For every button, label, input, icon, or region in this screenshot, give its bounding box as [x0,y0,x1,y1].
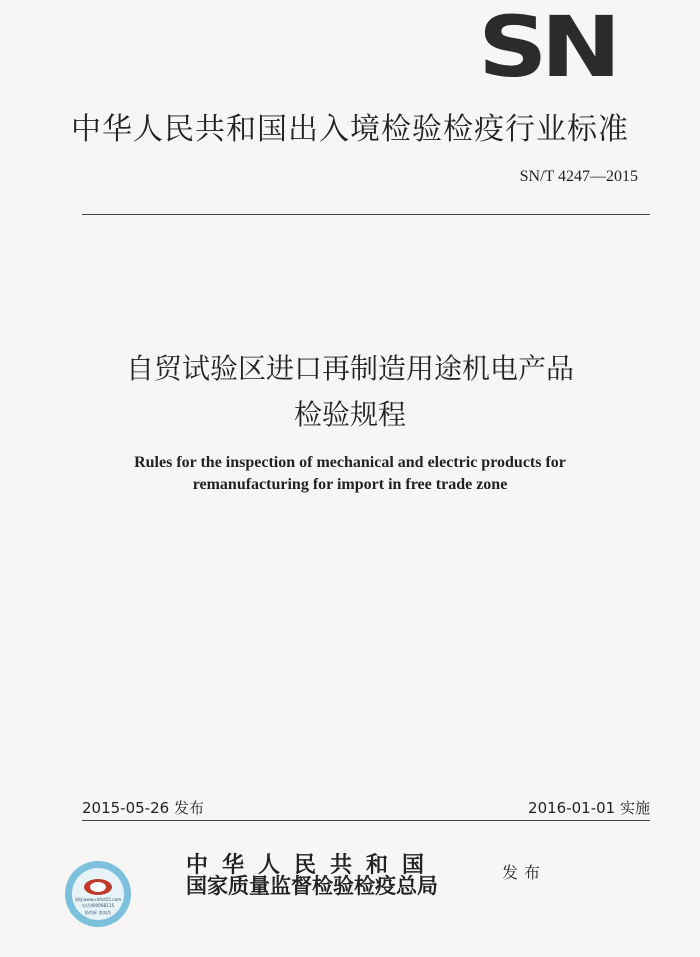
chinese-title-line-2: 检验规程 [293,398,406,431]
english-title-line-2: remanufacturing for import in free trade zone [192,476,508,493]
standard-code: SN/T 4247—2015 [519,168,638,185]
bottom-divider [82,820,650,821]
anti-counterfeit-seal-icon [64,860,132,928]
standard-logo: SN [478,0,615,96]
seal-website: 网址www.cnfsd15.com [74,897,122,902]
industry-title: 中华人民共和国出入境检验检疫行业标准 [71,112,629,147]
chinese-title [0,346,700,438]
issuer-country: 中华人民共和国 [186,852,439,878]
implementation-date: 2016-01-01 实施 [528,799,650,817]
english-title [0,452,700,496]
issuer-agency: 国家质量监督检验检疫总局 [186,873,438,898]
publish-label: 发布 [502,863,547,882]
seal-verify: 防伪标 查真伪 [84,910,112,915]
english-title-line-1: Rules for the inspection of mechanical and electric products for [134,454,566,471]
chinese-title-line-1: 自贸试验区进口再制造用途机电产品 [125,352,574,385]
seal-phone: 电话400068115 [81,903,115,908]
top-divider [82,214,650,215]
issue-date: 2015-05-26 发布 [82,799,204,817]
